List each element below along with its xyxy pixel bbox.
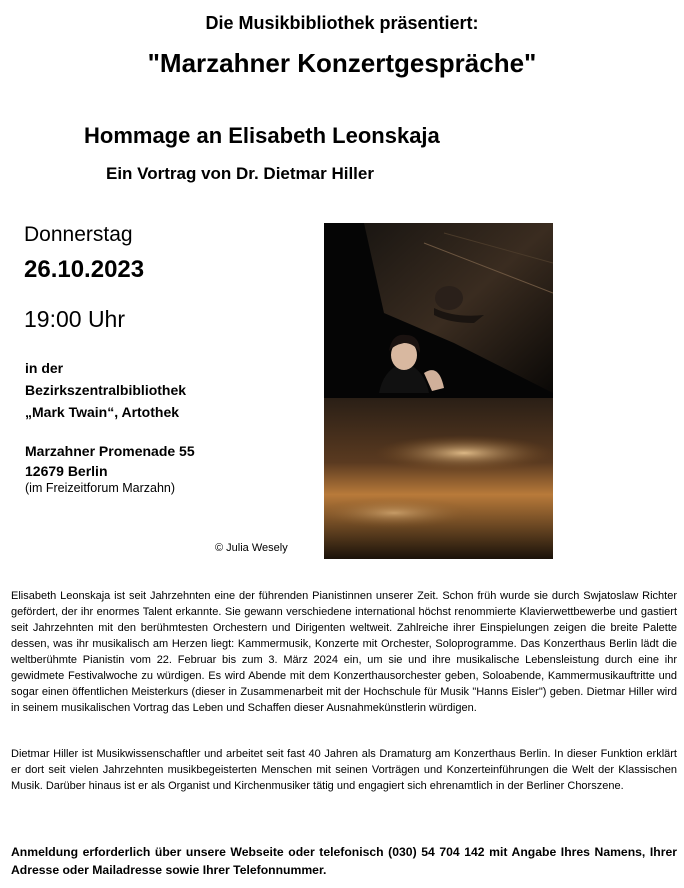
- pianist-photo-illustration: [324, 223, 553, 559]
- description-paragraph-1: Elisabeth Leonskaja ist seit Jahrzehnten eine der führenden Pianistinnen unserer Zeit. Schon früh wurde sie durch Swjatoslaw Richter gefördert, der ihr enormes Talent erkannte. Sie gewann verschiedene international höchst renommierte Klavierwettbewerbe und gastiert seit Jahrzehnten mit den berühmtesten Orchestern und Dirigenten weltweit. Zahlreiche ihrer Einspielungen zeigen die breite Palette dessen, was ihr musikalisch am Herzen liegt: Kammermusik, Konzerte mit Orchester, Soloprogramme. Das Konzerthaus Berlin lädt die weltberühmte Pianistin vom 22. Februar bis zum 3. März 2024 ein, um sie und ihre musikalische Lebensleistung durch eine ihr gewidmete Festivalwoche zu würdigen. Es wird Abende mit dem Konzerthausorchester geben, Soloabende, Kammermusikauftritte und sogar einen öffentlichen Meisterkurs (dieser in Zusammenarbeit mit der Hochschule für Musik "Hanns Eisler") geben. Dietmar Hiller wird in seinem musikalischen Vortrag das Leben und Schaffen dieser Ausnahmekünstlerin würdigen.: [11, 590, 677, 714]
- venue-block: [25, 357, 186, 423]
- venue-line-2: Bezirkszentralbibliothek: [25, 382, 187, 398]
- event-date: 26.10.2023: [24, 256, 145, 283]
- venue-line-3: „Mark Twain“, Artothek: [25, 404, 180, 420]
- presents-heading: Die Musikbibliothek präsentiert:: [205, 13, 479, 33]
- description-paragraph-2: Dietmar Hiller ist Musikwissenschaftler und arbeitet seit fast 40 Jahren als Dramaturg am Konzerthaus Berlin. In dieser Funktion erklärt er dort seit vielen Jahrzehnten musikbegeisterten Menschen mit seinen Vorträgen und Konzerteinführungen die Welt der Klassischen Musik. Darüber hinaus ist er als Organist und Kirchenmusiker tätig und engagiert sich ehrenamtlich in der Berliner Chorszene.: [11, 748, 677, 792]
- series-title: "Marzahner Konzertgespräche": [147, 48, 537, 78]
- event-time: 19:00 Uhr: [24, 306, 126, 332]
- registration-note: Anmeldung erforderlich über unsere Webseite oder telefonisch (030) 54 704 142 mit Angabe Ihres Namens, Ihrer Adresse oder Mailadresse sowie Ihrer Telefonnummer.: [11, 845, 677, 877]
- address-note: (im Freizeitforum Marzahn): [25, 481, 176, 495]
- address-street: Marzahner Promenade 55: [25, 443, 195, 459]
- address-block: [25, 441, 195, 481]
- address-city: 12679 Berlin: [25, 463, 108, 479]
- venue-line-1: in der: [25, 360, 64, 376]
- lecture-subtitle: Ein Vortrag von Dr. Dietmar Hiller: [106, 164, 374, 183]
- pianist-photo: [324, 223, 553, 559]
- photo-credit: © Julia Wesely: [215, 542, 288, 554]
- event-day: Donnerstag: [24, 223, 133, 246]
- event-title: Hommage an Elisabeth Leonskaja: [84, 123, 440, 148]
